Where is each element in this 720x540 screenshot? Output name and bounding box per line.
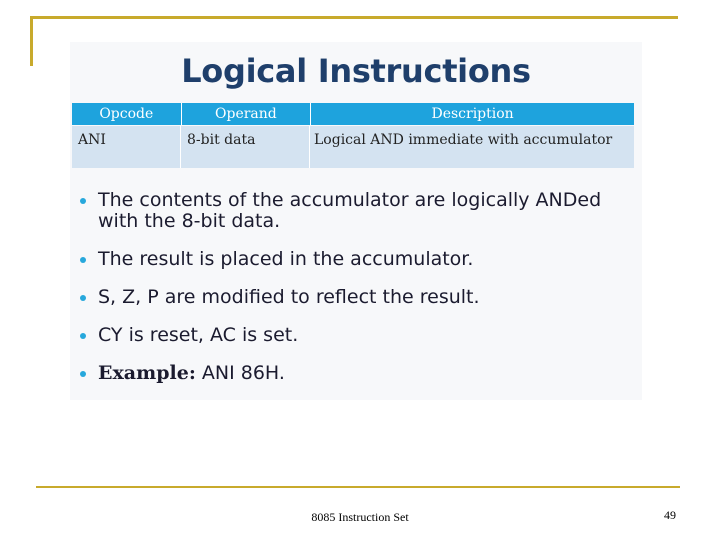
- list-item: [78, 363, 634, 384]
- page-number: 49: [664, 508, 676, 522]
- table-row: [72, 126, 634, 168]
- table-cell-opcode: ANI: [72, 126, 181, 168]
- instruction-table: [72, 103, 634, 168]
- frame-left-line: [30, 16, 33, 66]
- bullet-icon: [80, 333, 86, 339]
- list-item: [78, 190, 634, 232]
- list-item: [78, 249, 634, 270]
- table-cell-operand: 8-bit data: [181, 126, 310, 168]
- bullet-icon: [80, 198, 86, 204]
- slide-content-image: [70, 42, 642, 400]
- bullet-icon: [80, 295, 86, 301]
- example-label: Example:: [98, 362, 196, 384]
- frame-bottom-line: [36, 486, 680, 488]
- bullet-icon: [80, 371, 86, 377]
- bullet-text: The contents of the accumulator are logically ANDed with the 8-bit data.: [98, 189, 602, 232]
- table-header-operand: Operand: [182, 103, 312, 125]
- table-header-opcode: Opcode: [72, 103, 182, 125]
- table-header-description: Description: [431, 106, 514, 122]
- bullet-text: The result is placed in the accumulator.: [98, 248, 474, 270]
- frame-top-line: [30, 16, 678, 19]
- example-text: ANI 86H.: [195, 362, 285, 384]
- bullet-text: CY is reset, AC is set.: [98, 324, 299, 346]
- footer-label: 8085 Instruction Set: [311, 510, 409, 524]
- list-item: [78, 287, 634, 308]
- list-item: [78, 325, 634, 346]
- table-header-row: [72, 103, 634, 125]
- table-cell-description: Logical AND immediate with accumulator: [314, 132, 613, 148]
- bullet-text: S, Z, P are modified to reflect the result.: [98, 286, 480, 308]
- bullet-icon: [80, 257, 86, 263]
- bullet-list: [78, 190, 634, 401]
- slide-title: Logical Instructions: [181, 52, 531, 90]
